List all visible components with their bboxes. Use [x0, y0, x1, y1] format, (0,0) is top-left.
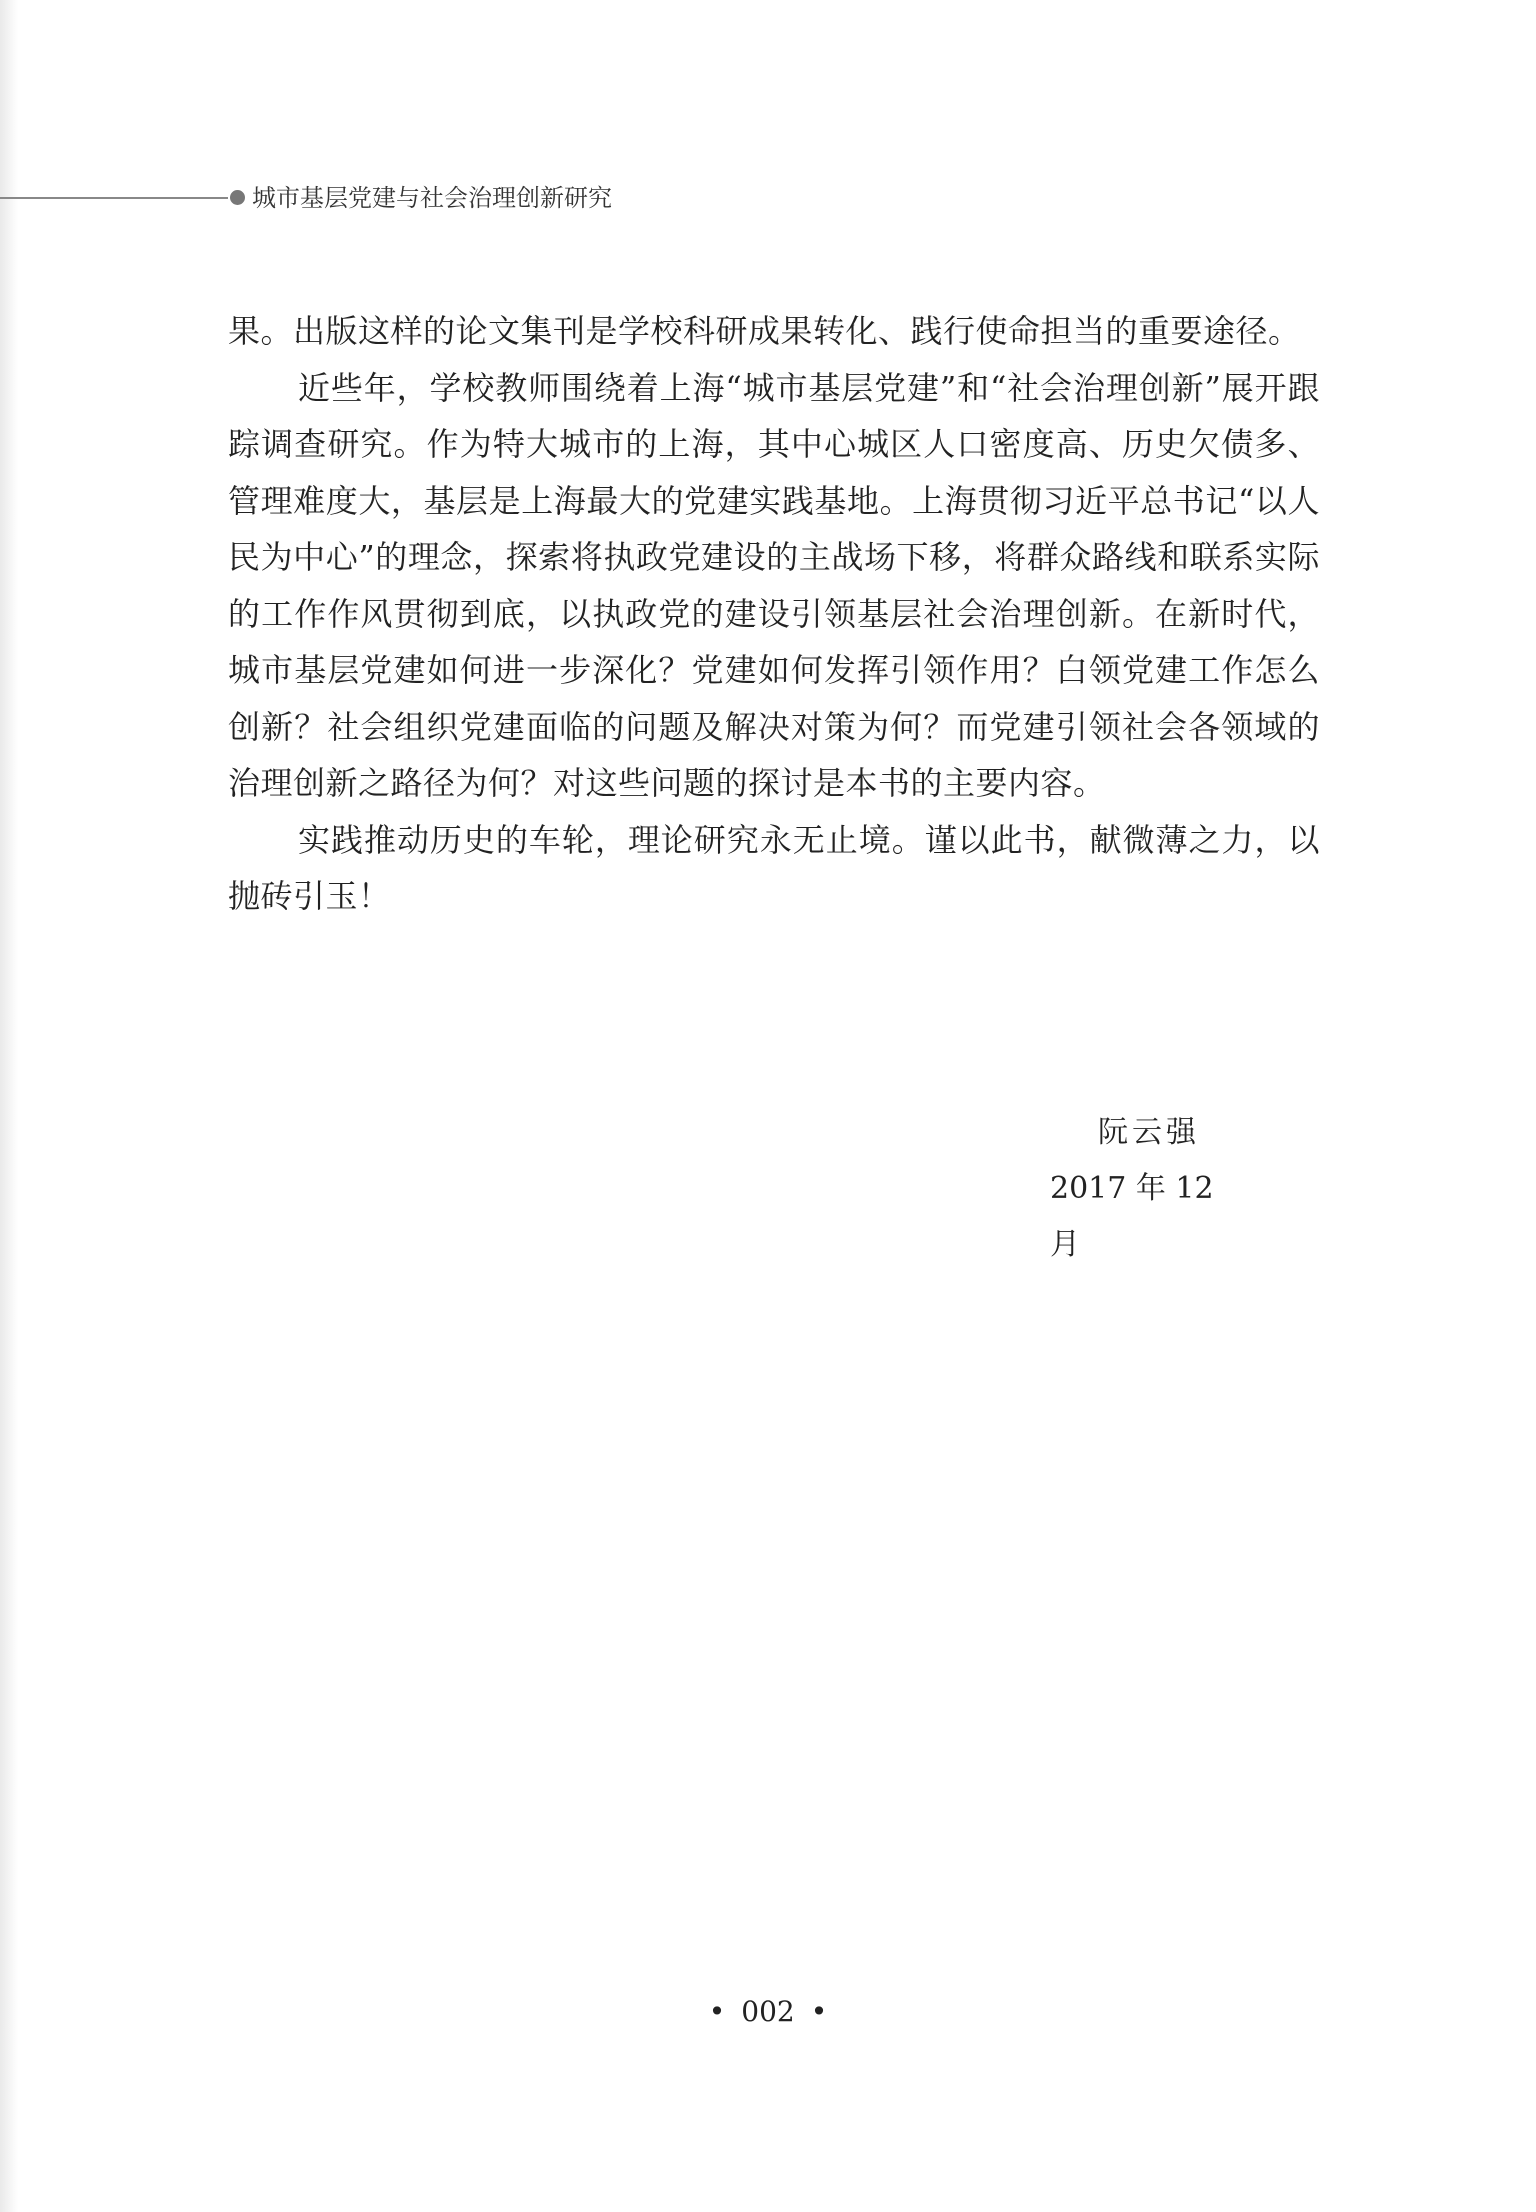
paragraph: 实践推动历史的车轮，理论研究永无止境。谨以此书，献微薄之力，以抛砖引玉！: [228, 820, 1320, 915]
paragraph-continuation: 果。出版这样的论文集刊是学校科研成果转化、践行使命担当的重要途径。: [228, 312, 1301, 350]
running-header: [0, 178, 700, 218]
paragraph: 近些年，学校教师围绕着上海“城市基层党建”和“社会治理创新”展开跟踪调查研究。作为特大城市的上海，其中心城区人口密度高、历史欠债多、管理难度大，基层是上海最大的党建实践基地。上海贯彻习近平总书记“以人民为中心”的理念，探索将执政党建设的主战场下移，将群众路线和联系实际的工作作风贯彻到底，以执政党的建设引领基层社会治理创新。在新时代，城市基层党建如何进一步深化？党建如何发挥引领作用？白领党建工作怎么创新？社会组织党建面临的问题及解决对策为何？而党建引领社会各领域的治理创新之路径为何？对这些问题的探讨是本书的主要内容。: [228, 368, 1320, 802]
author-name: 阮云强: [1098, 1115, 1200, 1150]
page-number: [0, 1992, 1536, 2032]
page-number-bullet-left: •: [708, 1995, 726, 2028]
body-text: [228, 303, 1320, 925]
header-rule: [0, 197, 228, 199]
page-number-value: 002: [741, 1995, 795, 2028]
header-bullet-icon: [230, 190, 245, 205]
book-title: 城市基层党建与社会治理创新研究: [252, 184, 612, 212]
signature-block: [1000, 1105, 1240, 1273]
signature-date: 2017 年 12 月: [1050, 1171, 1214, 1262]
page-number-bullet-right: •: [810, 1995, 828, 2028]
page-edge-shadow: [0, 0, 18, 2212]
